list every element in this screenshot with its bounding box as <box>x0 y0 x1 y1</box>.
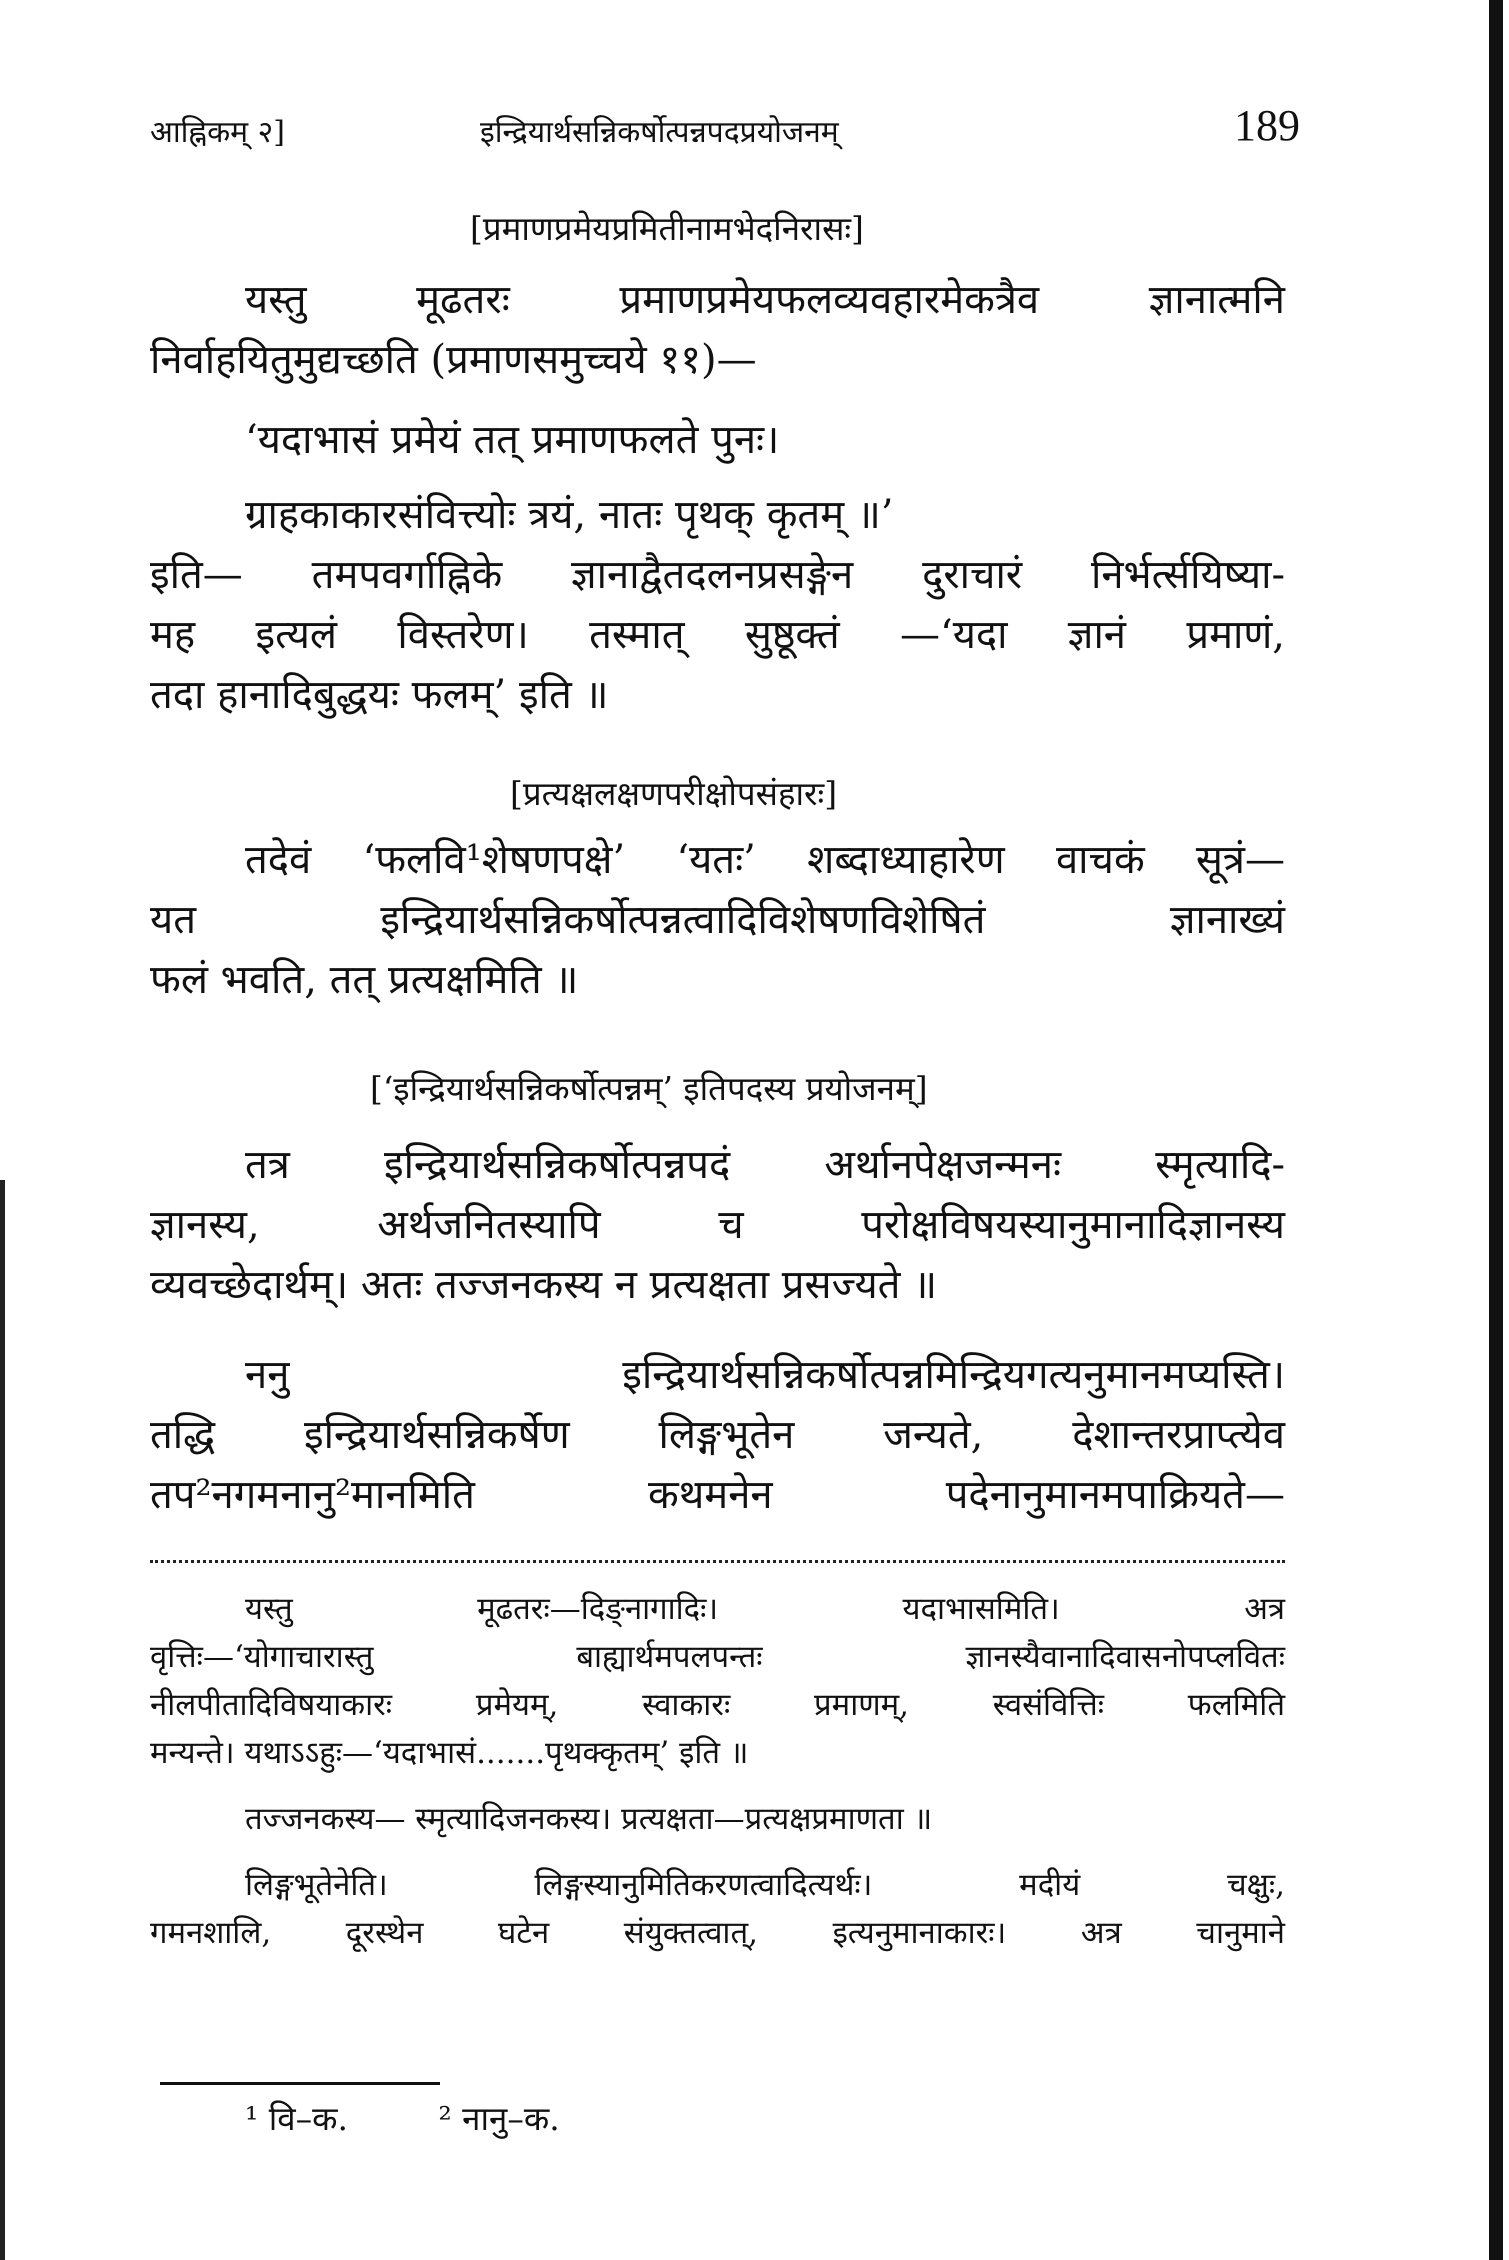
commentary-block-3 <box>150 1861 1285 1957</box>
verse-line-1: ‘यदाभासं प्रमेयं तत् प्रमाणफलते पुनः। <box>245 417 780 463</box>
text-line: तद्धि इन्द्रियार्थसन्निकर्षेण लिङ्गभूतेन जन्यते, देशान्तरप्राप्त्येव <box>150 1412 1285 1458</box>
paragraph-1 <box>150 270 1285 390</box>
commentary <box>150 1585 1285 1975</box>
footnote-1: ¹ वि–क. <box>245 2099 348 2138</box>
text-line: फलं भवति, तत् प्रत्यक्षमिति ॥ <box>150 957 579 1003</box>
text-line: निर्वाहयितुमुद्यच्छति (प्रमाणसमुच्चये ११)— <box>150 337 757 383</box>
text-line: यत इन्द्रियार्थसन्निकर्षोत्पन्नत्वादिविशेषणविशेषितं ज्ञानाख्यं <box>150 897 1285 943</box>
section-heading-3: [‘इन्द्रियार्थसन्निकर्षोत्पन्नम्’ इतिपदस्य प्रयोजनम्] <box>370 1069 928 1108</box>
text-line: इति— तमपवर्गाह्निके ज्ञानाद्वैतदलनप्रसङ्गेन दुराचारं निर्भर्त्सयिष्या- <box>150 552 1285 598</box>
note-line: गमनशालि, दूरस्थेन घटेन संयुक्तत्वात्, इत्यनुमानाकारः। अत्र चानुमाने <box>150 1915 1285 1951</box>
commentary-divider <box>150 1560 1285 1569</box>
page-edge-shadow <box>1489 0 1503 2260</box>
paragraph-5 <box>150 1345 1285 1525</box>
text-line: तत्र इन्द्रियार्थसन्निकर्षोत्पन्नपदं अर्थानपेक्षजन्मनः स्मृत्यादि- <box>245 1142 1285 1188</box>
text-line: यस्तु मूढतरः प्रमाणप्रमेयफलव्यवहारमेकत्रैव ज्ञानात्मनि <box>245 277 1285 323</box>
page-binding-shadow <box>0 1180 5 2260</box>
note-line: तज्जनकस्य— स्मृत्यादिजनकस्य। प्रत्यक्षता—प्रत्यक्षप्रमाणता ॥ <box>245 1801 933 1837</box>
verse-line-2: ग्राहकाकारसंवित्त्योः त्रयं, नातः पृथक् कृतम् ॥’ <box>245 492 894 538</box>
text-line: व्यवच्छेदार्थम्। अतः तज्जनकस्य न प्रत्यक्षता प्रसज्यते ॥ <box>150 1262 938 1308</box>
paragraph-3 <box>150 830 1285 1010</box>
section-heading-1: [प्रमाणप्रमेयप्रमितीनामभेदनिरासः] <box>470 209 864 248</box>
note-line: नीलपीतादिविषयाकारः प्रमेयम्, स्वाकारः प्रमाणम्, स्वसंवित्तिः फलमिति <box>150 1687 1285 1723</box>
text-line: ज्ञानस्य, अर्थजनितस्यापि च परोक्षविषयस्यानुमानादिज्ञानस्य <box>150 1202 1285 1248</box>
text-line: ननु इन्द्रियार्थसन्निकर्षोत्पन्नमिन्द्रियगत्यनुमानमप्यस्ति। <box>245 1352 1285 1398</box>
note-line: यस्तु मूढतरः—दिङ्नागादिः। यदाभासमिति। अत्र <box>245 1591 1285 1627</box>
note-line: वृत्तिः—‘योगाचारास्तु बाह्यार्थमपलपन्तः ज्ञानस्यैवानादिवासनोपप्लवितः <box>150 1639 1285 1675</box>
note-line: लिङ्गभूतेनेति। लिङ्गस्यानुमितिकरणत्वादित्यर्थः। मदीयं चक्षुः, <box>245 1867 1285 1903</box>
section-heading-2: [प्रत्यक्षलक्षणपरीक्षोपसंहारः] <box>510 774 838 813</box>
chapter-marker: आह्निकम् २] <box>150 115 285 150</box>
running-title: इन्द्रियार्थसन्निकर्षोत्पन्नपदप्रयोजनम् <box>480 115 839 150</box>
footnote-rule <box>160 2082 440 2085</box>
text-line: तदेवं ‘फलवि¹शेषणपक्षे’ ‘यतः’ शब्दाध्याहारेण वाचकं सूत्रं— <box>245 837 1285 883</box>
note-line: मन्यन्ते। यथाऽऽहुः—‘यदाभासं.......पृथक्कृतम्’ इति ॥ <box>150 1735 749 1771</box>
paragraph-2 <box>150 545 1285 725</box>
commentary-block-2 <box>150 1795 1285 1843</box>
footnote-2: ² नानु–क. <box>438 2099 560 2138</box>
footnotes <box>245 2095 640 2140</box>
commentary-block-1 <box>150 1585 1285 1777</box>
text-line: मह इत्यलं विस्तरेण। तस्मात् सुष्ठूक्तं —‘यदा ज्ञानं प्रमाणं, <box>150 612 1285 658</box>
paragraph-4 <box>150 1135 1285 1315</box>
page-number: 189 <box>1234 101 1300 150</box>
running-header <box>150 100 1300 160</box>
text-line: तदा हानादिबुद्धयः फलम्’ इति ॥ <box>150 672 609 718</box>
text-line: तप²नगमनानु²मानमिति कथमनेन पदेनानुमानमपाक्रियते— <box>150 1472 1285 1518</box>
